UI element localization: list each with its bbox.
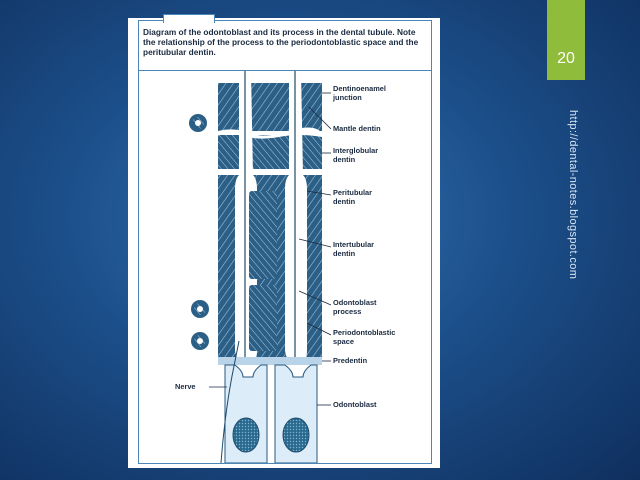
label-nerve: Nerve [175,382,196,391]
caption-tab [163,14,215,23]
slide-number-box [547,0,585,80]
label-mantle-dentin: Mantle dentin [333,124,381,133]
predentin-layer [218,357,322,365]
label-periodontoblastic-space: Periodontoblastic space [333,328,396,346]
source-url: http://dental-notes.blogspot.com [567,110,579,280]
odontoblast-diagram [139,71,431,463]
label-interglobular-dentin: Interglobular dentin [333,146,379,164]
label-predentin: Predentin [333,356,368,365]
label-odontoblast-process: Odontoblast process [333,298,377,316]
tubule-cross-section-3 [191,332,209,350]
label-odontoblast: Odontoblast [333,400,377,409]
label-intertubular-dentin: Intertubular dentin [333,240,375,258]
slide-number: 20 [557,50,575,67]
figure-frame [138,70,432,464]
label-peritubular-dentin: Peritubular dentin [333,188,373,206]
label-dentinoenamel-junction: Dentinoenamel junction [333,84,386,102]
caption-box [138,20,432,70]
dentin-gap [218,169,322,175]
tubule-cross-section-2 [191,300,209,318]
figure-card [128,18,440,468]
mantle-dentin-block [218,83,322,169]
figure-caption: Diagram of the odontoblast and its process in the dental tubule. Note the relationship of the process to the periodontoblastic space and the peritubular dentin. [143,27,419,57]
tubule-cross-section-1 [189,114,207,132]
odontoblast-cells [225,365,317,463]
